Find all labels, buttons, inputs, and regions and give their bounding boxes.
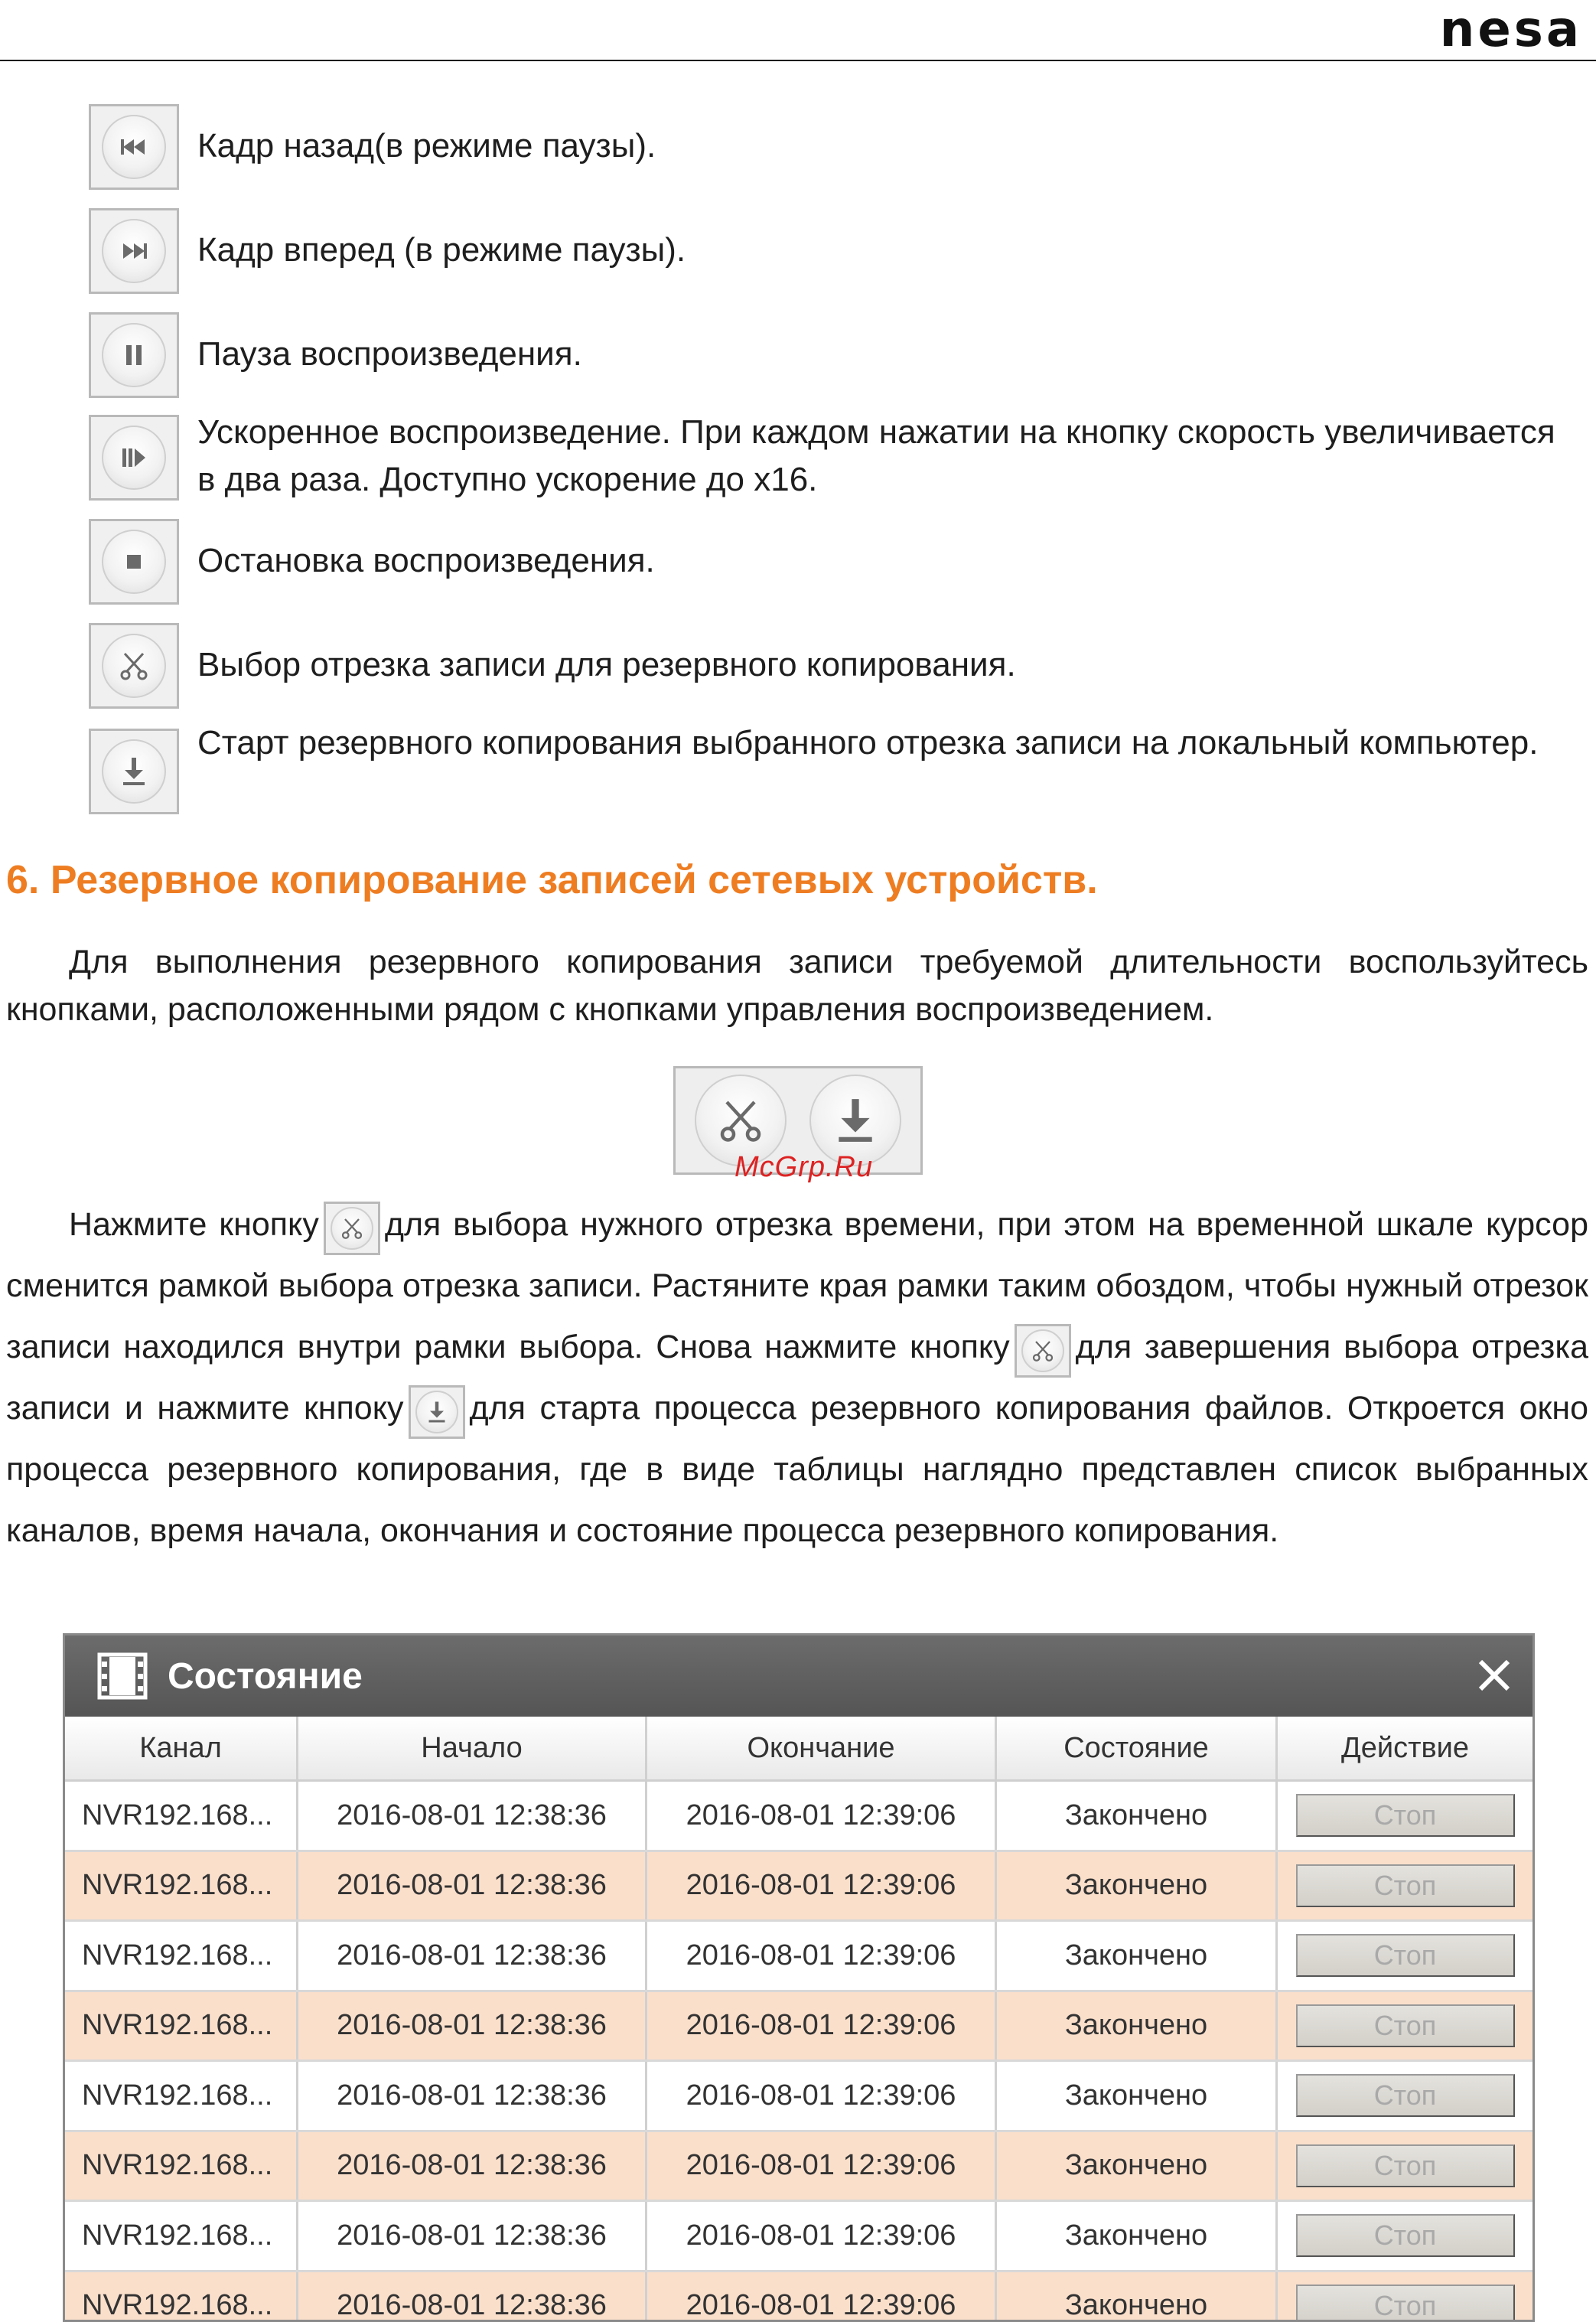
body-paragraph	[6, 1194, 1588, 1561]
watermark: McGrp.Ru	[734, 1151, 873, 1184]
header-divider	[0, 60, 1596, 61]
download-icon	[89, 729, 179, 814]
action-cell	[1278, 1782, 1532, 1850]
scissors-icon	[1015, 1324, 1071, 1378]
dialog-titlebar	[65, 1636, 1532, 1717]
channel-cell: NVR192.168...	[65, 1782, 298, 1850]
stop-button[interactable]: Стоп	[1296, 2144, 1515, 2187]
stop-button[interactable]: Стоп	[1296, 2004, 1515, 2047]
action-cell	[1278, 2272, 1532, 2322]
column-header-status: Состояние	[997, 1717, 1278, 1779]
close-icon[interactable]	[1473, 1654, 1516, 1697]
table-header	[65, 1717, 1532, 1782]
legend-text: Ускоренное воспроизведение. При каждом нажатии на кнопку скорость увеличивается в два раза. Доступно ускорение до х16.	[197, 409, 1575, 504]
status-cell: Закончено	[997, 2062, 1278, 2130]
table-row	[65, 2062, 1532, 2132]
stop-button[interactable]: Стоп	[1296, 1864, 1515, 1907]
pause-icon	[89, 312, 179, 398]
column-header-end: Окончание	[647, 1717, 997, 1779]
legend-text: Пауза воспроизведения.	[197, 331, 1575, 378]
body-text-1: Нажмите кнопку	[69, 1206, 319, 1243]
end-cell: 2016-08-01 12:39:06	[647, 1852, 997, 1920]
action-cell	[1278, 1922, 1532, 1990]
start-cell: 2016-08-01 12:38:36	[298, 1922, 647, 1990]
stop-icon	[89, 519, 179, 605]
end-cell: 2016-08-01 12:39:06	[647, 2062, 997, 2130]
fast-play-icon	[89, 415, 179, 501]
body-text-4: для старта процесса резервного копирования файлов. Откроется окно процесса резервного копирования, где в виде таблицы наглядно представлен список выбранных каналов, время начала, окончания и состояние процесса резервного копирования.	[6, 1390, 1588, 1549]
legend-text: Кадр вперед (в режиме паузы).	[197, 227, 1575, 274]
table-row	[65, 2202, 1532, 2272]
frame-back-icon	[89, 104, 179, 190]
end-cell: 2016-08-01 12:39:06	[647, 1922, 997, 1990]
start-cell: 2016-08-01 12:38:36	[298, 1782, 647, 1850]
table-row	[65, 2132, 1532, 2203]
section-title: 6. Резервное копирование записей сетевых устройств.	[6, 857, 1098, 903]
end-cell: 2016-08-01 12:39:06	[647, 1782, 997, 1850]
scissors-icon	[324, 1202, 380, 1255]
action-cell	[1278, 2062, 1532, 2130]
channel-cell: NVR192.168...	[65, 2062, 298, 2130]
film-icon	[97, 1652, 148, 1700]
action-cell	[1278, 2202, 1532, 2270]
legend-text: Выбор отрезка записи для резервного копирования.	[197, 641, 1575, 689]
start-cell: 2016-08-01 12:38:36	[298, 1992, 647, 2060]
stop-button[interactable]: Стоп	[1296, 2284, 1515, 2322]
status-dialog	[63, 1633, 1535, 2322]
status-cell: Закончено	[997, 2132, 1278, 2200]
start-cell: 2016-08-01 12:38:36	[298, 1852, 647, 1920]
table-row	[65, 1852, 1532, 1922]
column-header-start: Начало	[298, 1717, 647, 1779]
status-cell: Закончено	[997, 2202, 1278, 2270]
scissors-icon	[89, 623, 179, 709]
end-cell: 2016-08-01 12:39:06	[647, 2132, 997, 2200]
channel-cell: NVR192.168...	[65, 2272, 298, 2322]
table-row	[65, 1782, 1532, 1852]
stop-button[interactable]: Стоп	[1296, 1794, 1515, 1837]
start-cell: 2016-08-01 12:38:36	[298, 2132, 647, 2200]
table-row	[65, 1922, 1532, 1992]
channel-cell: NVR192.168...	[65, 2202, 298, 2270]
nesa-logo: nesa	[1440, 2, 1582, 58]
start-cell: 2016-08-01 12:38:36	[298, 2202, 647, 2270]
column-header-channel: Канал	[65, 1717, 298, 1779]
intro-paragraph: Для выполнения резервного копирования записи требуемой длительности воспользуйтесь кнопками, расположенными рядом с кнопками управления воспроизведением.	[6, 938, 1588, 1033]
end-cell: 2016-08-01 12:39:06	[647, 2202, 997, 2270]
stop-button[interactable]: Стоп	[1296, 2214, 1515, 2257]
channel-cell: NVR192.168...	[65, 1922, 298, 1990]
legend-text: Остановка воспроизведения.	[197, 537, 1575, 585]
stop-button[interactable]: Стоп	[1296, 1934, 1515, 1977]
table-row	[65, 2272, 1532, 2322]
body-text-2: для выбора нужного отрезка времени, при этом на временной шкале курсор сменится рамкой выбора отрезка записи. Растяните края рамки таким обоздом, чтобы нужный отрезок записи находился внутри рамки выбора. Снова нажмите кнопку	[6, 1206, 1588, 1365]
end-cell: 2016-08-01 12:39:06	[647, 1992, 997, 2060]
frame-forward-icon	[89, 208, 179, 294]
table-row	[65, 1992, 1532, 2063]
start-cell: 2016-08-01 12:38:36	[298, 2062, 647, 2130]
status-cell: Закончено	[997, 1992, 1278, 2060]
end-cell: 2016-08-01 12:39:06	[647, 2272, 997, 2322]
channel-cell: NVR192.168...	[65, 2132, 298, 2200]
action-cell	[1278, 2132, 1532, 2200]
action-cell	[1278, 1992, 1532, 2060]
status-cell: Закончено	[997, 1922, 1278, 1990]
channel-cell: NVR192.168...	[65, 1992, 298, 2060]
legend-text: Старт резервного копирования выбранного отрезка записи на локальный компьютер.	[197, 719, 1575, 767]
dialog-title: Состояние	[168, 1655, 363, 1697]
stop-button[interactable]: Стоп	[1296, 2074, 1515, 2117]
legend-text: Кадр назад(в режиме паузы).	[197, 122, 1575, 170]
status-cell: Закончено	[997, 2272, 1278, 2322]
action-cell	[1278, 1852, 1532, 1920]
channel-cell: NVR192.168...	[65, 1852, 298, 1920]
body-text-3: для завершения выбора отрезка записи и нажмите кнпоку	[6, 1329, 1588, 1427]
status-cell: Закончено	[997, 1852, 1278, 1920]
download-icon	[409, 1385, 465, 1439]
start-cell: 2016-08-01 12:38:36	[298, 2272, 647, 2322]
status-cell: Закончено	[997, 1782, 1278, 1850]
column-header-action: Действие	[1278, 1717, 1532, 1779]
